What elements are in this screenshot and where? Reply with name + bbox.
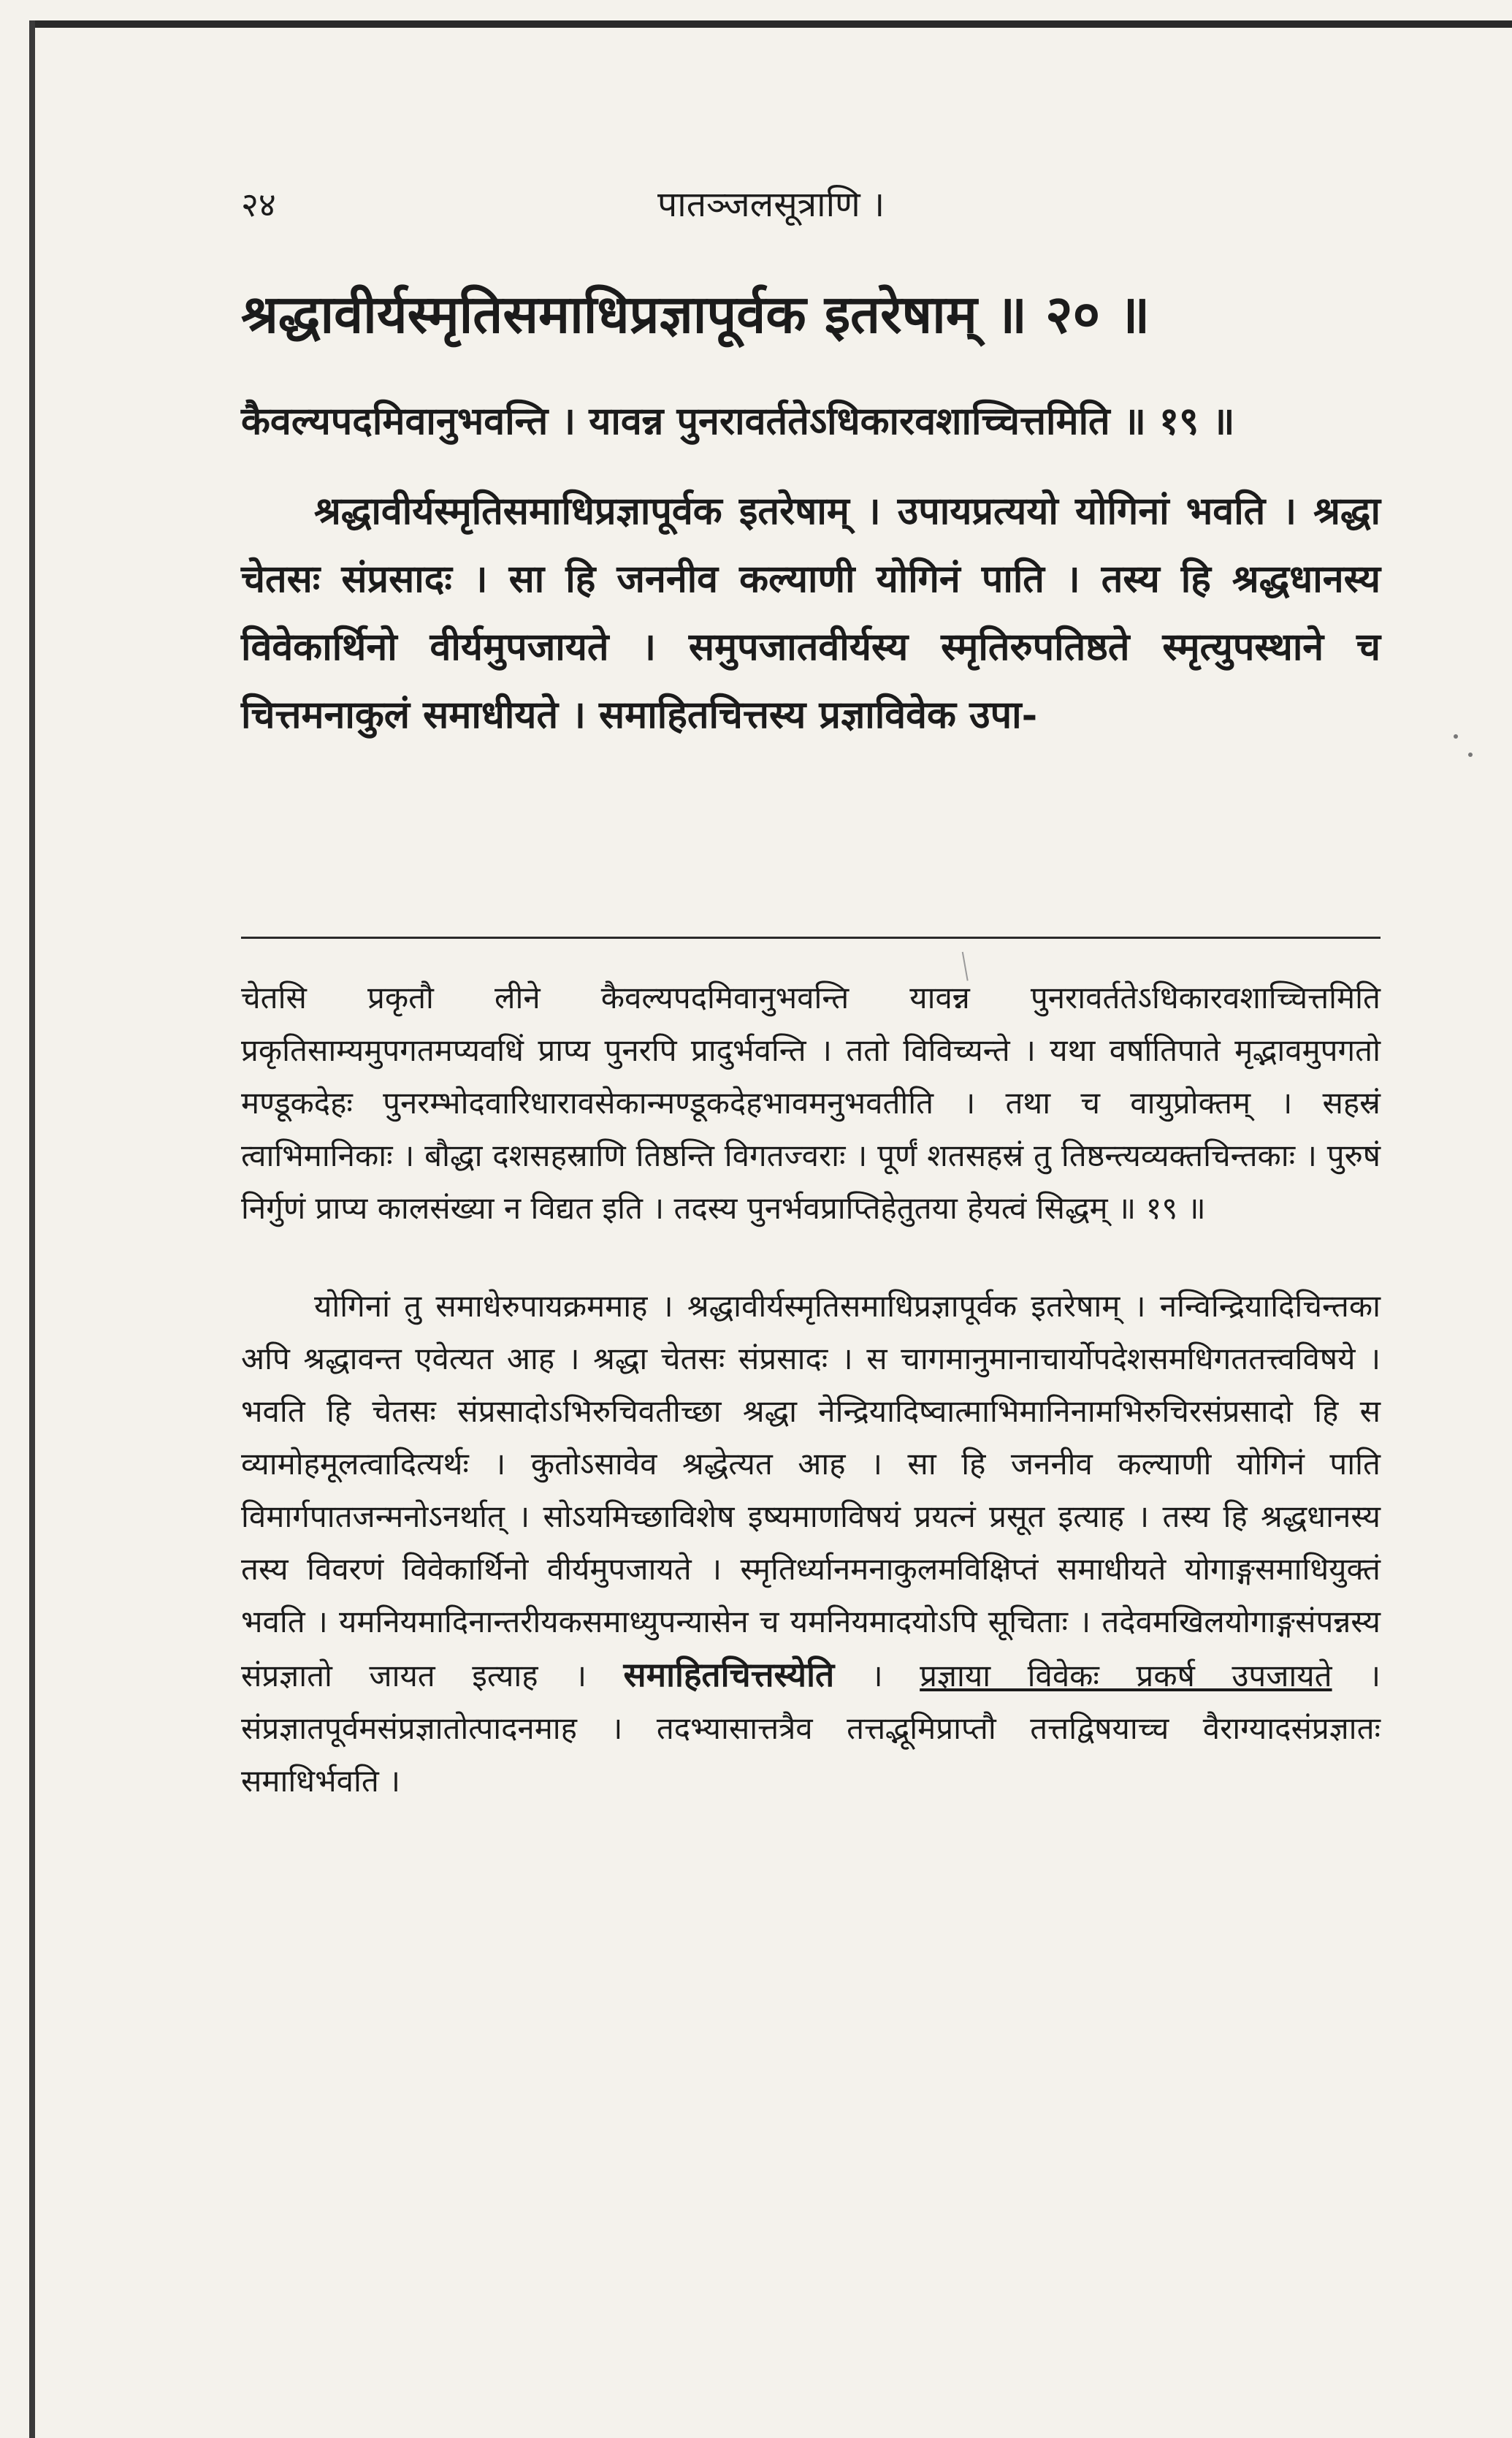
paper-speck bbox=[1468, 753, 1473, 757]
commentary-text-before: योगिनां तु समाधेरुपायक्रममाह । श्रद्धावीर्यस्मृतिसमाधिप्रज्ञापूर्वक इतरेषाम् । नन्विन्द्रियादिचिन्तका अपि श्रद्धावन्त एवेत्यत आह । श्रद्धा चेतसः संप्रसादः । स चागमानुमानाचार्योपदेशसमधिगततत्त्वविषये । भवति हि चेतसः संप्रसादोऽभिरुचिवतीच्छा श्रद्धा नेन्द्रियादिष्वात्माभिमानिनामभिरुचिरसंप्रसादो हि स व्यामोहमूलत्वादित्यर्थः । कुतोऽसावेव श्रद्धेत्यत आह । सा हि जननीव कल्याणी योगिनं पाति विमार्गपातजन्मनोऽनर्थात् । सोऽयमिच्छाविशेष इष्यमाणविषयं प्रयत्नं प्रसूत इत्याह । तस्य हि श्रद्धधानस्य तस्य विवरणं विवेकार्थिनो वीर्यमुपजायते । स्मृतिर्ध्यानमनाकुलमविक्षिप्तं समाधीयते योगाङ्गसमाधियुक्तं भवति । यमनियमादिनान्तरीयकसमाध्युपन्यासेन च यमनियमादयोऽपि सूचिताः । तदेवमखिलयोगाङ्गसंपन्नस्य संप्रज्ञातो जायत इत्याह । bbox=[241, 1288, 1381, 1694]
commentary-underlined-phrase: प्रज्ञाया विवेकः प्रकर्ष उपजायते bbox=[920, 1658, 1332, 1694]
page-number: २४ bbox=[241, 185, 276, 224]
bhashya-continuation: कैवल्यपदमिवानुभवन्ति । यावन्न पुनरावर्ततेऽधिकारवशाच्चित्तमिति ॥ १९ ॥ bbox=[241, 399, 1235, 443]
commentary-bold-quote: समाहितचित्तस्येति bbox=[623, 1655, 835, 1694]
paper-speck bbox=[1454, 734, 1458, 739]
page-border-left bbox=[29, 20, 35, 2438]
bhashya-paragraph: श्रद्धावीर्यस्मृतिसमाधिप्रज्ञापूर्वक इतरेषाम् । उपायप्रत्ययो योगिनां भवति । श्रद्धा चेतसः संप्रसादः । सा हि जननीव कल्याणी योगिनं पाति । तस्य हि श्रद्धधानस्य विवेकार्थिनो वीर्यमुपजायते । समुपजातवीर्यस्य स्मृतिरुपतिष्ठते स्मृत्युपस्थाने च चित्तमनाकुलं समाधीयते । समाहितचित्तस्य प्रज्ञाविवेक उपा- bbox=[241, 489, 1381, 737]
commentary-text-after: । संप्रज्ञातपूर्वमसंप्रज्ञातोत्पादनमाह । तदभ्यासात्तत्रैव तत्तद्भूमिप्राप्तौ तत्तद्विषयाच्च वैराग्यादसंप्रज्ञातः समाधिर्भवति । bbox=[241, 1658, 1381, 1799]
commentary-separator: । bbox=[834, 1658, 920, 1694]
sutra-heading: श्रद्धावीर्यस्मृतिसमाधिप्रज्ञापूर्वक इतरेषाम् ॥ २० ॥ bbox=[241, 283, 1150, 345]
page-header bbox=[241, 179, 1307, 230]
commentary-paragraph-2 bbox=[241, 1280, 1381, 1807]
commentary-paragraph-1: चेतसि प्रकृतौ लीने कैवल्यपदमिवानुभवन्ति यावन्न पुनरावर्ततेऽधिकारवशाच्चित्तमिति प्रकृतिसाम्यमुपगतमप्यवधिं प्राप्य पुनरपि प्रादुर्भवन्ति । ततो विविच्यन्ते । यथा वर्षातिपाते मृद्भावमुपगतो मण्डूकदेहः पुनरम्भोदवारिधारावसेकान्मण्डूकदेहभावमनुभवतीति । तथा च वायुप्रोक्तम् । सहस्रं त्वाभिमानिकाः । बौद्धा दशसहस्राणि तिष्ठन्ति विगतज्वराः । पूर्णं शतसहस्रं तु तिष्ठन्त्यव्यक्तचिन्तकाः । पुरुषं निर्गुणं प्राप्य कालसंख्या न विद्यत इति । तदस्य पुनर्भवप्राप्तिहेतुतया हेयत्वं सिद्धम् ॥ १९ ॥ bbox=[241, 980, 1381, 1226]
running-title: पातञ्जलसूत्राणि । bbox=[657, 184, 885, 225]
page-border-top bbox=[29, 20, 1512, 28]
bhashya-text bbox=[241, 387, 1381, 749]
commentary-text bbox=[241, 972, 1381, 1807]
footnote-divider bbox=[241, 937, 1381, 939]
